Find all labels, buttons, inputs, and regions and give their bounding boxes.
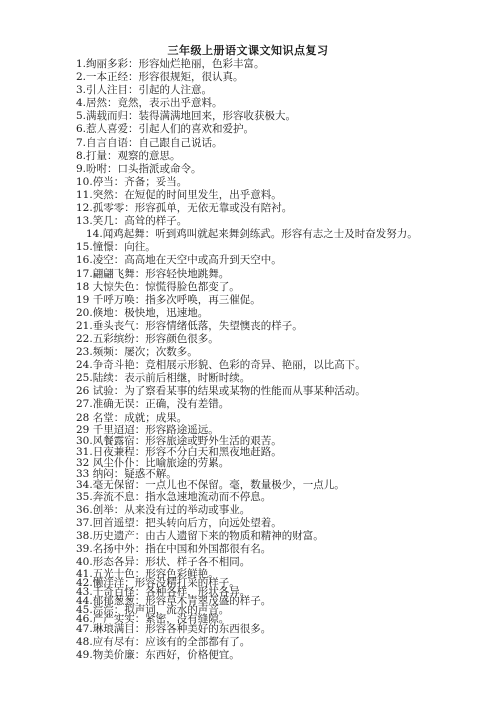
list-item: 20.倏地：极快地，迅速地。 (76, 306, 209, 319)
list-item: 10.停当：齐备；妥当。 (76, 175, 188, 188)
list-item: 45.淙淙：拟声词，流水的声音。 (76, 604, 230, 617)
list-item: 39.名扬中外：指在中国和外国都很有名。 (76, 543, 272, 555)
list-item: 27.准确无误：正确，没有差错。 (76, 398, 230, 411)
list-item: 41.五光十色：形容色彩鲜艳。 (76, 568, 219, 581)
list-item: 42.懒洋洋：形容没精打采的样子。 (76, 577, 240, 590)
list-item: 24.争奇斗艳：竞相展示形貌、色彩的奇异、艳丽，以比高下。 (76, 359, 366, 372)
list-item: 26 试验：为了察看某事的结果或某物的性能而从事某种活动。 (76, 385, 366, 398)
list-item: 3.引人注目：引起的人注意。 (76, 84, 213, 97)
list-item: 1.绚丽多彩：形容灿烂艳丽，色彩丰富。 (76, 58, 265, 70)
list-item: 6.惹人喜爱：引起人们的喜欢和爱护。 (76, 123, 255, 136)
list-item: 40.形态各异：形状、样子各不相同。 (76, 556, 251, 569)
list-item: 47.琳琅满目：形容各种美好的东西很多。 (76, 623, 272, 636)
list-item: 2.一本正经：形容很规矩，很认真。 (76, 71, 244, 84)
list-item: 22.五彩缤纷：形容颜色很多。 (76, 332, 219, 345)
list-item: 9.吩咐：口头指派或命令。 (76, 162, 202, 175)
list-item: 8.打量：观察的意思。 (76, 149, 181, 162)
list-item: 48.应有尽有：应该有的全部都有了。 (76, 636, 251, 649)
list-item: 36.创举：从来没有过的举动或事业。 (76, 503, 251, 516)
list-item: 18 大惊失色：惊慌得脸色都变了。 (76, 280, 240, 293)
list-item: 35.奔流不息：指水急速地流动而不停息。 (76, 490, 272, 503)
list-item: 11.突然：在短促的时间里发生，出乎意料。 (76, 188, 282, 201)
list-item: 44.郁郁葱葱：形容草木青翠茂盛的样子。 (76, 595, 272, 608)
list-item: 21.垂头丧气：形容情绪低落，失望懊丧的样子。 (76, 319, 303, 332)
list-item: 5.满载而归：装得满满地回来，形容收获极大。 (76, 110, 297, 123)
list-item: 49.物美价廉：东西好，价格便宜。 (76, 649, 240, 662)
list-item: 31.日夜兼程：形容不分白天和黑夜地赶路。 (76, 445, 282, 458)
list-item: 43.千奇百怪：各种各样，形状各异。 (76, 586, 251, 599)
list-item: 17.翩翩飞舞：形容轻快地跳舞。 (76, 267, 230, 280)
list-item: 12.孤零零：形容孤单，无依无靠或没有陪衬。 (76, 202, 293, 215)
list-item: 38.历史遗产：由古人遗留下来的物质和精神的财富。 (76, 529, 324, 542)
list-item: 19 千呼万唤：指多次呼唤，再三催促。 (76, 293, 261, 306)
list-item: 46.严严实实：紧密，没有缝隙。 (76, 613, 230, 626)
list-item: 13.笑几：高耸的样子。 (76, 215, 188, 228)
list-item: 34.毫无保留：一点儿也不保留。毫，数量极少，一点儿。 (76, 478, 345, 491)
list-item: 33 纳闷：疑惑不解。 (76, 467, 177, 480)
list-item: 7.自言自语：自己跟自己说话。 (76, 136, 223, 149)
list-item: 37.回首遥望：把头转向后方，向远处望着。 (76, 516, 282, 529)
list-item: 30.风餐露宿：形容旅途或野外生活的艰苦。 (76, 434, 282, 447)
list-item: 29 千里迢迢：形容路途遥远。 (76, 423, 219, 436)
list-item: 25.陆续：表示前后相继，时断时续。 (76, 372, 251, 385)
list-item: 16.凌空：高高地在天空中或高升到天空中。 (76, 254, 282, 267)
vocabulary-list (76, 58, 476, 662)
list-item: 15.憧憬：向往。 (76, 241, 156, 254)
list-item: 4.居然：竟然，表示出乎意料。 (76, 97, 223, 110)
list-item: 23.频频：屡次；次数多。 (76, 346, 198, 359)
list-item: 32 风尘仆仆：比喻旅途的劳累。 (76, 456, 230, 469)
list-item: 14.闻鸡起舞：听到鸡叫就起来舞剑练武。形容有志之士及时奋发努力。 (86, 228, 418, 241)
document-title: 三年级上册语文课文知识点复习 (167, 44, 329, 57)
list-item: 28 名堂：成就；成果。 (76, 411, 188, 424)
